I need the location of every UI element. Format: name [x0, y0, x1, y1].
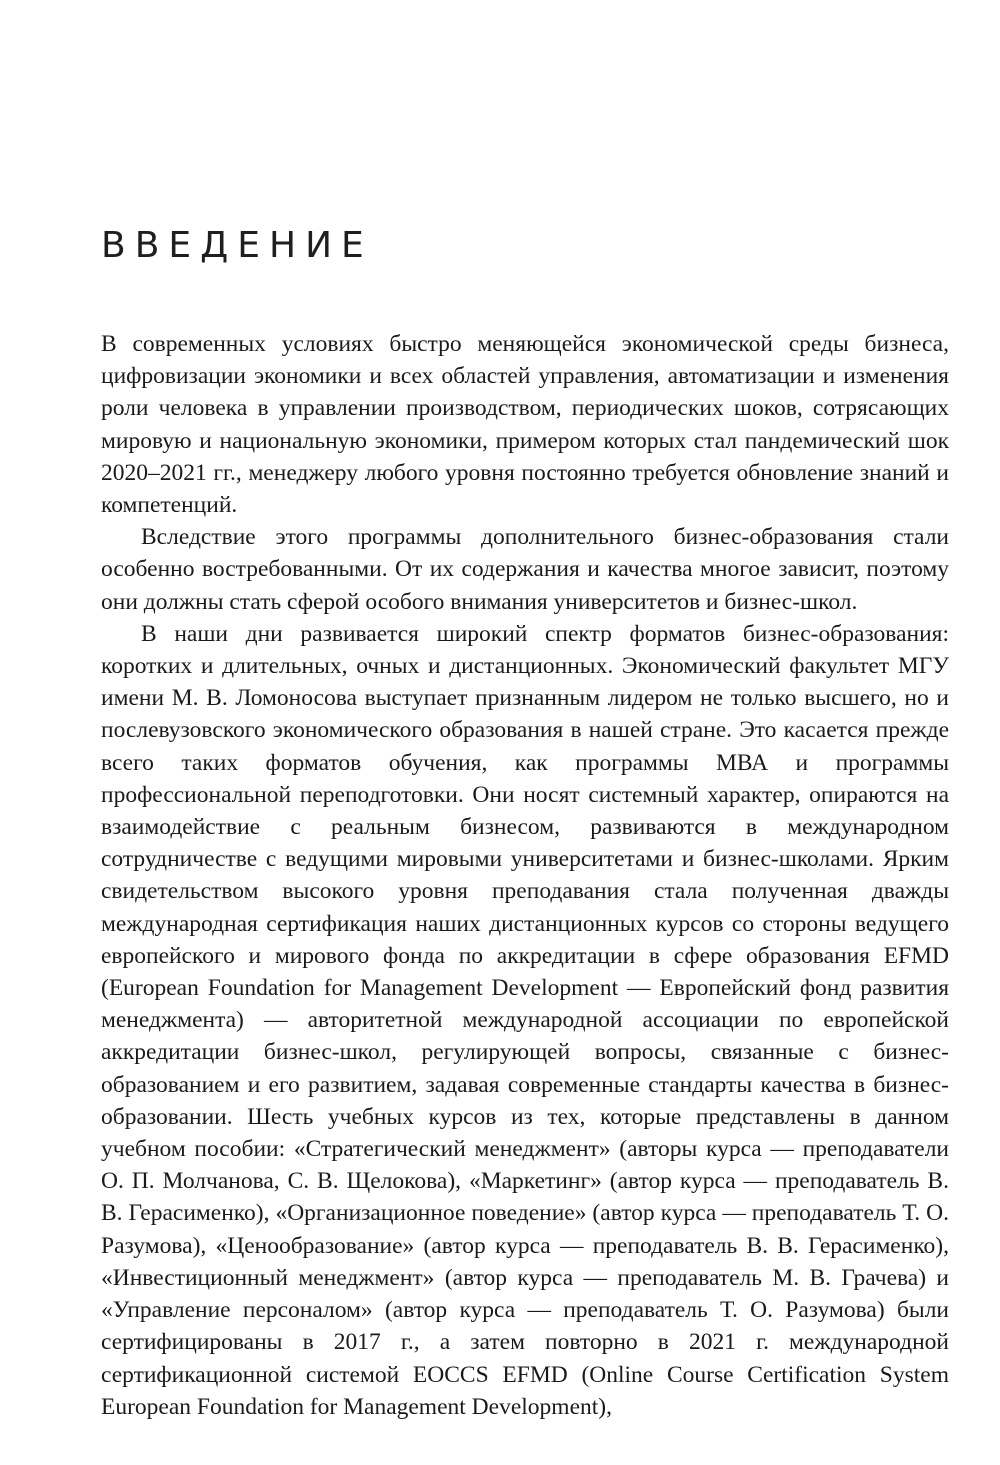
paragraph-business-education: Вследствие этого программы дополнительного бизнес-образования стали особенно востребованными. От их содержания и качества многое зависит, поэтому они должны стать сферой особого внимания университетов и бизнес-школ. [101, 524, 949, 615]
body-text [101, 328, 949, 1423]
paragraph-intro: В современных условиях быстро меняющейся экономической среды бизнеса, цифровизации экономики и всех областей управления, автоматизации и изменения роли человека в управлении производством, периодических шоков, сотрясающих мировую и национальную экономики, примером которых стал пандемический шок 2020–2021 гг., менеджеру любого уровня постоянно требуется обновление знаний и компетенций. [101, 331, 949, 519]
chapter-heading: ВВЕДЕНИЕ [101, 225, 373, 266]
document-page [101, 222, 949, 1423]
paragraph-formats-and-certification: В наши дни развивается широкий спектр форматов бизнес-образования: коротких и длительных, очных и дистанционных. Экономический факультет МГУ имени М. В. Ломоносова выступает признанным лидером не только высшего, но и послевузовского экономического образования в нашей стране. Это касается прежде всего таких форматов обучения, как программы МВА и программы профессиональной переподготовки. Они носят системный характер, опираются на взаимодействие с реальным бизнесом, развиваются в международном сотрудничестве с ведущими мировыми университетами и бизнес-школами. Ярким свидетельством высокого уровня преподавания стала полученная дважды международная сертификация наших дистанционных курсов со стороны ведущего европейского и мирового фонда по аккредитации в сфере образования EFMD (European Foundation for Management Development — Европейский фонд развития менеджмента) — авторитетной международной ассоциации по европейской аккредитации бизнес-школ, регулирующей вопросы, связанные с бизнес-образованием и его развитием, задавая современные стандарты качества в бизнес-образовании. Шесть учебных курсов из тех, которые представлены в данном учебном пособии: «Стратегический менеджмент» (авторы курса — преподаватели О. П. Молчанова, С. В. Щелокова), «Маркетинг» (автор курса — преподаватель В. В. Герасименко), «Организационное поведение» (автор курса — преподаватель Т. О. Разумова), «Ценообразование» (автор курса — преподаватель В. В. Герасименко), «Инвестиционный менеджмент» (автор курса — преподаватель М. В. Грачева) и «Управление персоналом» (автор курса — преподаватель Т. О. Разумова) были сертифицированы в 2017 г., а затем повторно в 2021 г. международной сертификационной системой EOCCS EFMD (Online Course Certification System European Foundation for Management Development), [101, 620, 949, 1420]
